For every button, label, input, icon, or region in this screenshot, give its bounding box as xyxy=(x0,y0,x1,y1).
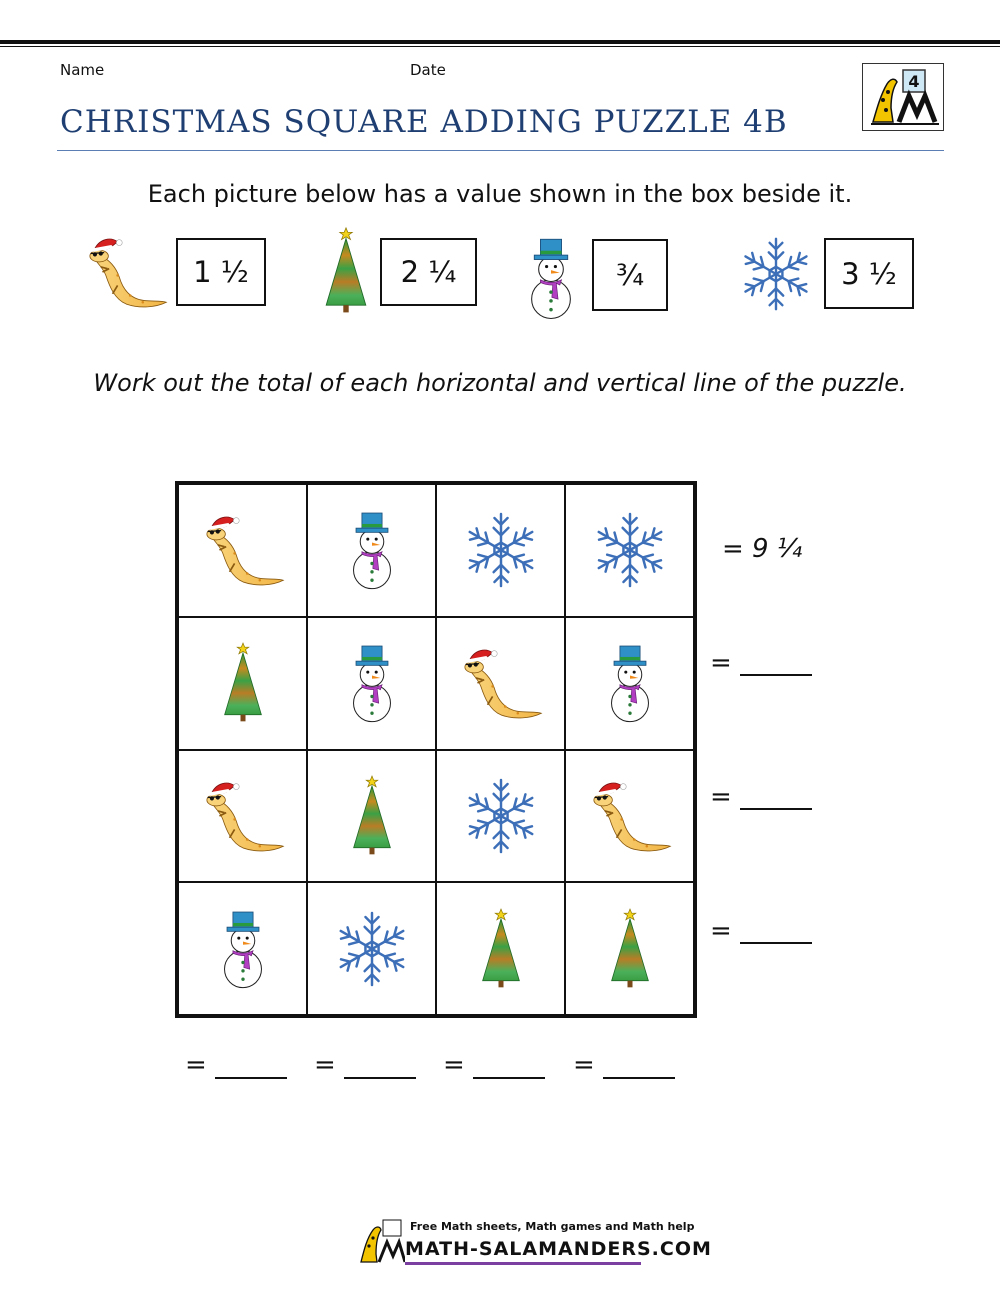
footer-logo xyxy=(355,1216,405,1264)
grid-cell-r2-c3 xyxy=(436,617,565,750)
answer-blank xyxy=(603,1053,675,1079)
christmas-tree-icon xyxy=(476,906,526,992)
grid-cell-r3-c3 xyxy=(436,750,565,883)
task-instruction: Work out the total of each horizontal and vertical line of the puzzle. xyxy=(93,369,907,397)
grid-cell-r2-c2 xyxy=(307,617,436,750)
answer-blank xyxy=(740,786,812,810)
tree-value-box: 2 ¼ xyxy=(380,238,477,306)
column-1-total[interactable]: = xyxy=(185,1050,287,1080)
row-1-total: = 9 ¼ xyxy=(722,534,803,564)
values-instruction: Each picture below has a value shown in the box beside it. xyxy=(147,180,853,208)
salamander-icon xyxy=(195,774,291,858)
salamander-icon xyxy=(195,508,291,592)
math-salamanders-logo xyxy=(862,63,944,131)
grid-cell-r1-c1 xyxy=(178,484,307,617)
salamander-icon xyxy=(453,641,549,725)
title-rule xyxy=(57,150,944,151)
footer-site: MATH-SALAMANDERS.COM xyxy=(405,1238,712,1260)
snowman-value-box: ¾ xyxy=(592,239,668,311)
salamander-icon xyxy=(582,774,678,858)
answer-blank xyxy=(344,1053,416,1079)
christmas-tree-icon xyxy=(218,640,268,726)
column-4-total[interactable]: = xyxy=(573,1050,675,1080)
christmas-tree-icon xyxy=(347,773,397,859)
grid-cell-r1-c2 xyxy=(307,484,436,617)
answer-blank xyxy=(740,652,812,676)
salamander-icon xyxy=(76,230,176,314)
grid-cell-r2-c1 xyxy=(178,617,307,750)
page-title: CHRISTMAS SQUARE ADDING PUZZLE 4B xyxy=(60,104,788,140)
grid-cell-r4-c4 xyxy=(565,882,694,1015)
answer-blank xyxy=(740,920,812,944)
footer-underline xyxy=(405,1262,641,1265)
snowflake-icon xyxy=(733,234,819,314)
grid-cell-r1-c3 xyxy=(436,484,565,617)
snowman-icon xyxy=(604,641,656,725)
puzzle-grid xyxy=(175,481,697,1018)
logo-badge: 4 xyxy=(908,72,920,91)
snowman-icon xyxy=(346,508,398,592)
snowflake-icon xyxy=(586,509,674,591)
row-4-total[interactable]: = xyxy=(710,916,812,946)
grid-cell-r3-c2 xyxy=(307,750,436,883)
snowflake-value-box: 3 ½ xyxy=(824,238,914,309)
name-label: Name xyxy=(60,61,105,79)
column-2-total[interactable]: = xyxy=(314,1050,416,1080)
column-3-total[interactable]: = xyxy=(443,1050,545,1080)
snowman-icon xyxy=(217,907,269,991)
row-2-total[interactable]: = xyxy=(710,648,812,678)
row-3-total[interactable]: = xyxy=(710,782,812,812)
snowflake-icon xyxy=(457,775,545,857)
top-border-thin xyxy=(0,46,1000,47)
grid-cell-r4-c3 xyxy=(436,882,565,1015)
grid-cell-r4-c2 xyxy=(307,882,436,1015)
snowflake-icon xyxy=(457,509,545,591)
answer-blank xyxy=(473,1053,545,1079)
snowman-icon xyxy=(346,641,398,725)
christmas-tree-icon xyxy=(605,906,655,992)
answer-blank xyxy=(215,1053,287,1079)
snowman-icon xyxy=(522,234,580,322)
grid-cell-r2-c4 xyxy=(565,617,694,750)
grid-cell-r4-c1 xyxy=(178,882,307,1015)
snowflake-icon xyxy=(328,908,416,990)
grid-cell-r3-c4 xyxy=(565,750,694,883)
footer-tagline: Free Math sheets, Math games and Math help xyxy=(410,1220,695,1233)
grid-cell-r1-c4 xyxy=(565,484,694,617)
date-label: Date xyxy=(410,61,446,79)
salamander-value-box: 1 ½ xyxy=(176,238,266,306)
grid-cell-r3-c1 xyxy=(178,750,307,883)
top-border xyxy=(0,40,1000,44)
christmas-tree-icon xyxy=(318,226,374,316)
